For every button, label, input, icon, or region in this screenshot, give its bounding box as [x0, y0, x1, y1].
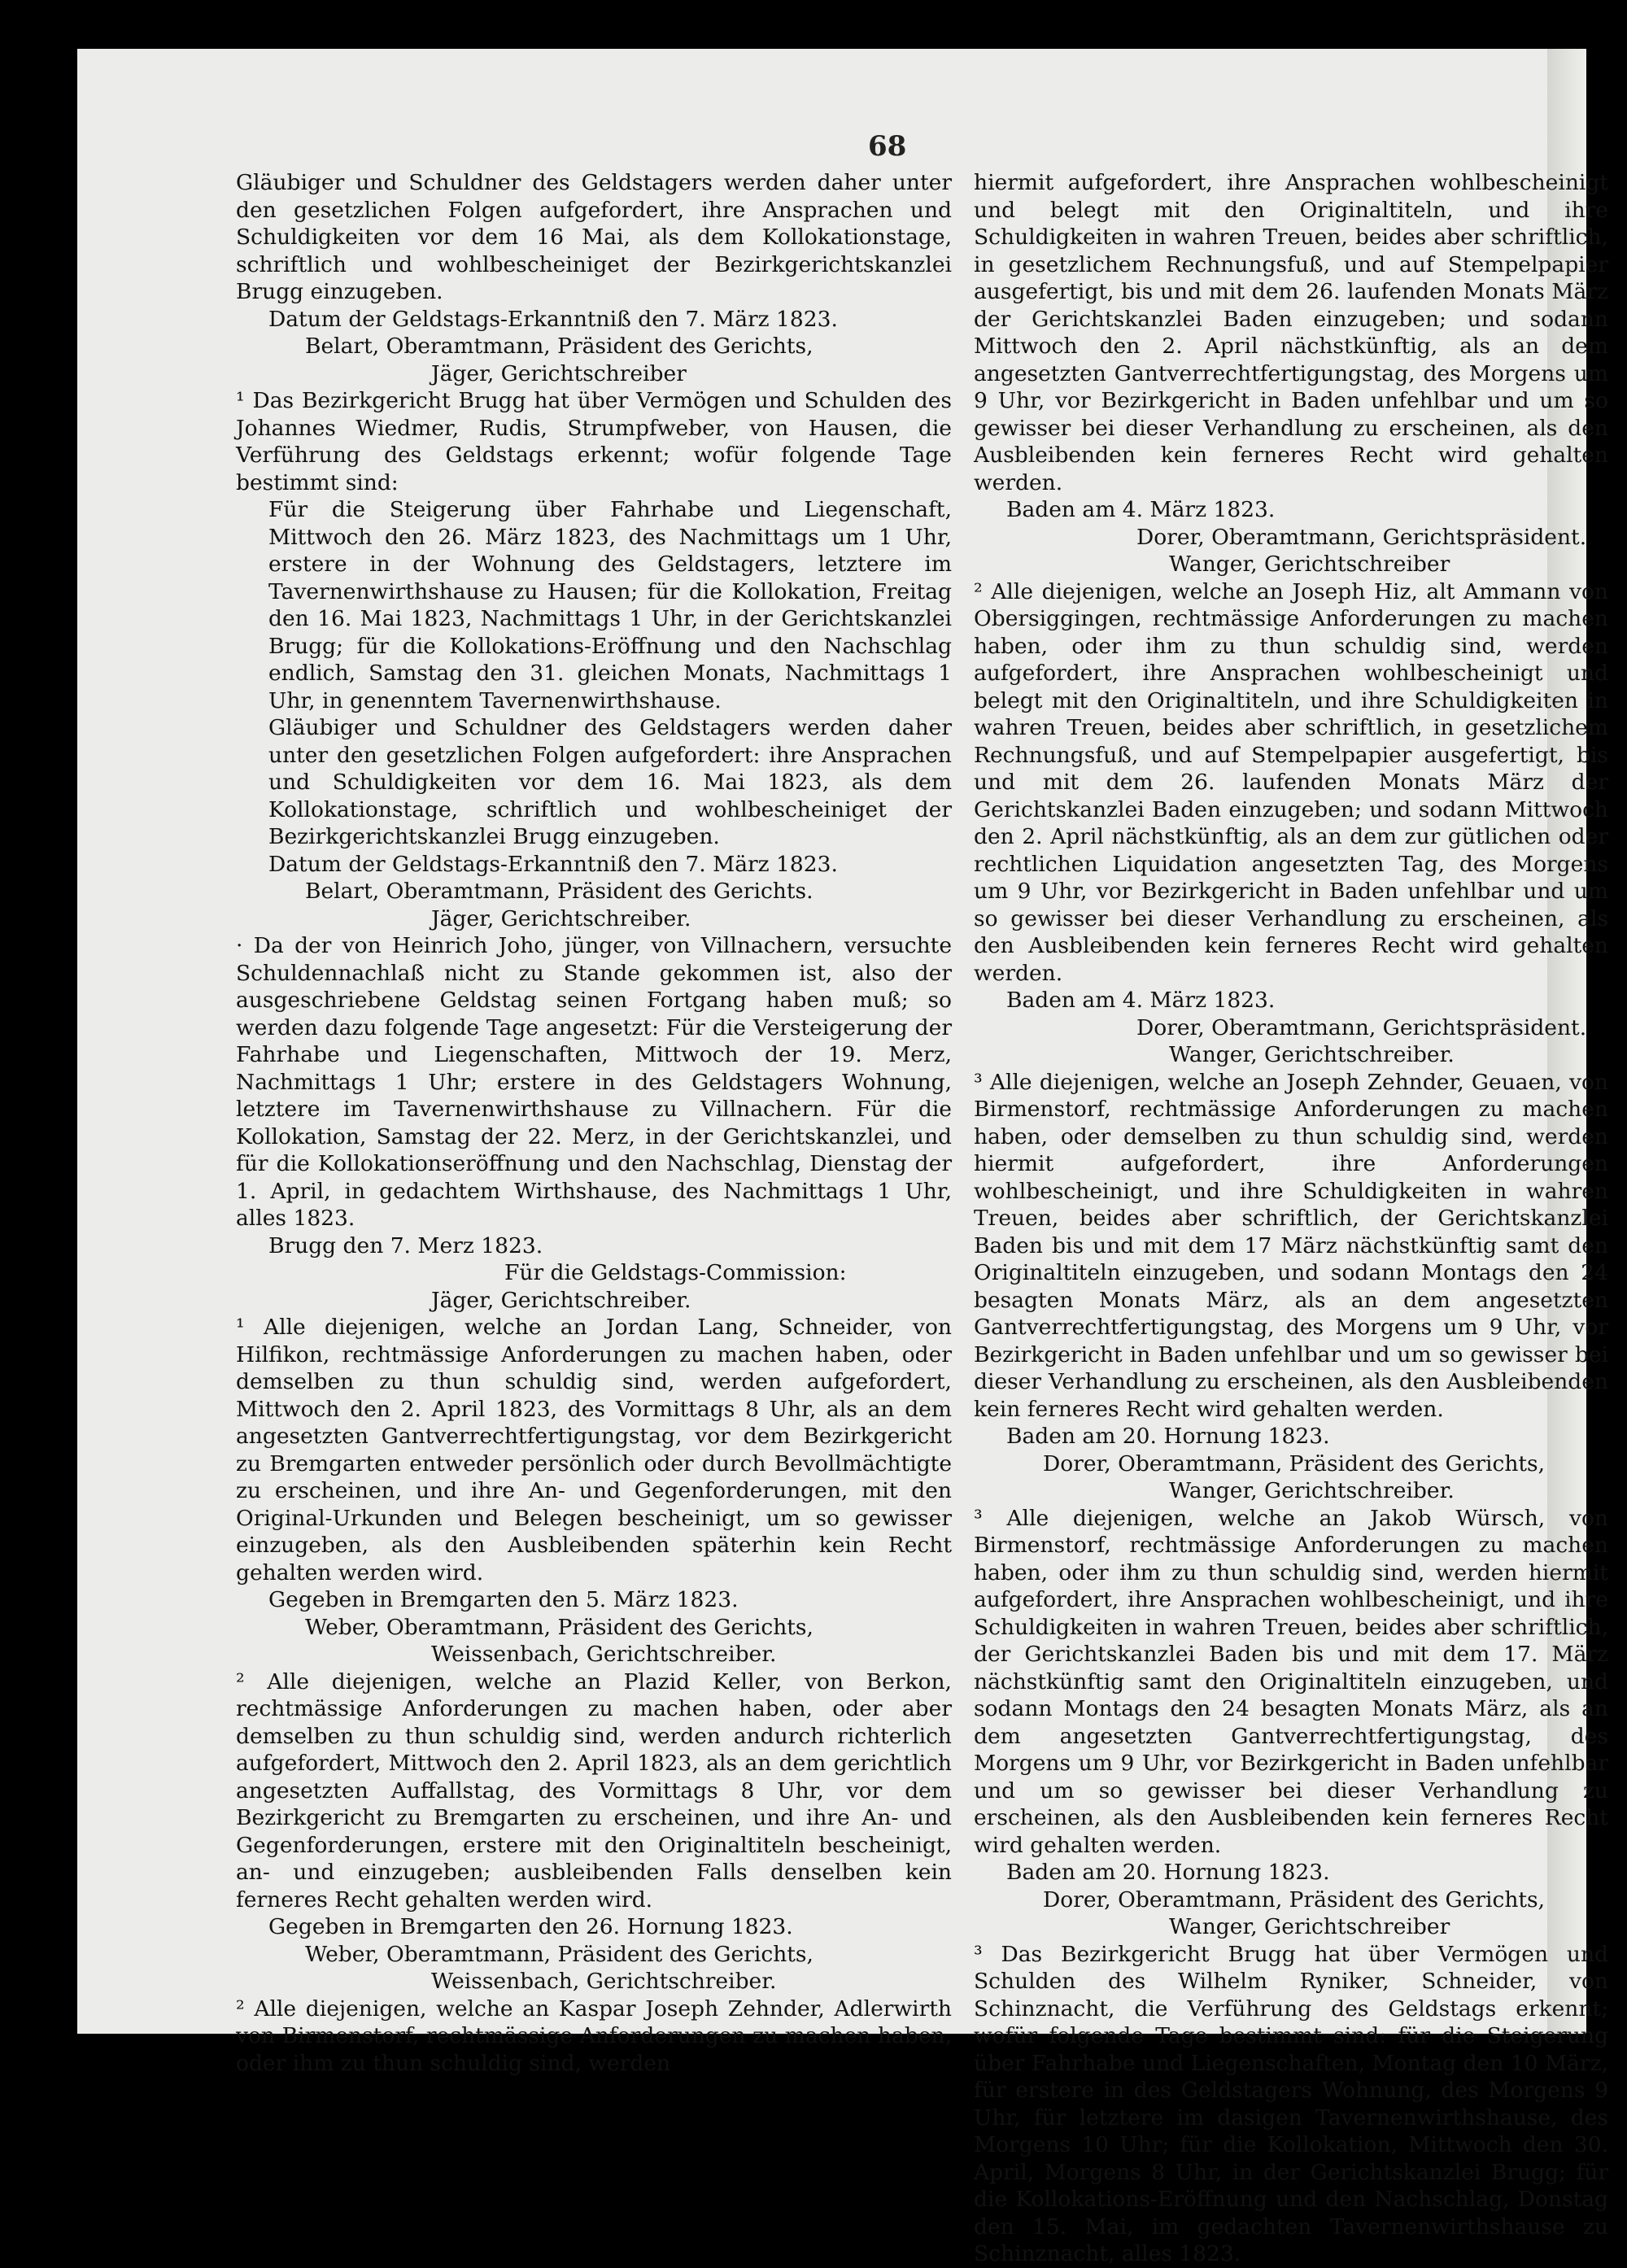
document-page	[77, 49, 1608, 2266]
notice-date: Baden am 4. März 1823.	[1006, 988, 1276, 1013]
left-column	[236, 169, 952, 2077]
clerk-signature: Wanger, Gerichtschreiber.	[1169, 1478, 1455, 1503]
signature-line: Dorer, Oberamtmann, Gerichtspräsident.	[1136, 524, 1587, 550]
notice-paragraph: ³ Alle diejenigen, welche an Jakob Würsch, von Birmenstorf, rechtmässige Anforderungen zu machen haben, oder ihm zu thun schuldig sind, werden hiermit aufgefordert, ihre Ansprachen wohlbescheinigt, und ihre Schuldigkeiten in wahren Treuen, beides aber schriftlich, der Gerichtskanzlei Baden bis und mit dem 17. März nächstkünftig samt den Originaltiteln einzugeben, und sodann Montags den 24 besagten Monats März, als an dem angesetzten Gantverrechtfertigungstag, des Morgens um 9 Uhr, vor Bezirkgericht in Baden unfehlbar und um so gewisser bei dieser Verhandlung zu erscheinen, als den Ausbleibenden kein ferneres Recht wird gehalten werden.	[974, 1505, 1608, 1858]
clerk-signature: Jäger, Gerichtschreiber.	[431, 1287, 691, 1313]
clerk-signature: Wanger, Gerichtschreiber	[1169, 1914, 1450, 1939]
notice-paragraph: ² Alle diejenigen, welche an Kaspar Joseph Zehnder, Adlerwirth von Birmenstorf, rechtmässige Anforderungen zu machen haben, oder ihm zu thun schuldig sind, werden	[236, 1995, 952, 2076]
clerk-signature: Weissenbach, Gerichtschreiber.	[431, 1642, 777, 1667]
notice-paragraph: Für die Steigerung über Fahrhabe und Liegenschaft, Mittwoch den 26. März 1823, des Nachmittags um 1 Uhr, erstere in der Wohnung des Geldstagers, letztere im Tavernenwirthshause zu Hausen; für die Kollokation, Freitag den 16. Mai 1823, Nachmittags 1 Uhr, in der Gerichtskanzlei Brugg; für die Kollokations-Eröffnung und den Nachschlag endlich, Samstag den 31. gleichen Monats, Nachmittags 1 Uhr, in genenntem Tavernenwirthshause.	[268, 497, 952, 713]
notice-date: Baden am 20. Hornung 1823.	[1006, 1424, 1330, 1449]
right-column	[974, 169, 1608, 2268]
signature-line: Weber, Oberamtmann, Präsident des Gerichts,	[305, 1941, 814, 1967]
clerk-signature: Wanger, Gerichtschreiber.	[1169, 1042, 1455, 1067]
notice-paragraph: ¹ Das Bezirkgericht Brugg hat über Vermögen und Schulden des Johannes Wiedmer, Rudis, Strumpfweber, von Hausen, die Verführung des Geldstags erkennt; wofür folgende Tage bestimmt sind:	[236, 388, 952, 495]
notice-date: Gegeben in Bremgarten den 26. Hornung 1823.	[268, 1914, 793, 1939]
notice-paragraph: · Da der von Heinrich Joho, jünger, von Villnachern, versuchte Schuldennachlaß nicht zu Stande gekommen ist, also der ausgeschriebene Geldstag seinen Fortgang haben muß; so werden dazu folgende Tage angesetzt: Für die Versteigerung der Fahrhabe und Liegenschaften, Mittwoch der 19. Merz, Nachmittags 1 Uhr; erstere in des Geldstagers Wohnung, letztere im Tavernenwirthshause zu Villnachern. Für die Kollokation, Samstag der 22. Merz, in der Gerichtskanzlei, und für die Kollokationseröffnung und den Nachschlag, Dienstag der 1. April, in gedachtem Wirthshause, des Nachmittags 1 Uhr, alles 1823.	[236, 933, 952, 1231]
signature-line: Belart, Oberamtmann, Präsident des Gerichts,	[305, 334, 814, 359]
signature-line: Dorer, Oberamtmann, Gerichtspräsident.	[1136, 1014, 1587, 1040]
notice-paragraph: ² Alle diejenigen, welche an Plazid Keller, von Berkon, rechtmässige Anforderungen zu machen haben, oder aber demselben zu thun schuldig sind, werden andurch richterlich aufgefordert, Mittwoch den 2. April 1823, als an dem gerichtlich angesetzten Auffallstag, des Vormittags 8 Uhr, vor dem Bezirkgericht zu Bremgarten zu erscheinen, und ihre An- und Gegenforderungen, erstere mit den Originaltiteln bescheinigt, an- und einzugeben; ausbleibenden Falls denselben kein ferneres Recht gehalten werden wird.	[236, 1668, 952, 1913]
notice-date: Datum der Geldstags-Erkanntniß den 7. März 1823.	[268, 306, 838, 332]
signature-line: Dorer, Oberamtmann, Präsident des Gerichts,	[1043, 1450, 1546, 1476]
notice-paragraph: Gläubiger und Schuldner des Geldstagers werden daher unter den gesetzlichen Folgen aufgefordert: ihre Ansprachen und Schuldigkeiten vor dem 16. Mai 1823, als dem Kollokationstage, schriftlich und wohlbescheiniget der Bezirkgerichtskanzlei Brugg einzugeben.	[268, 715, 952, 849]
notice-date: Gegeben in Bremgarten den 5. März 1823.	[268, 1587, 739, 1612]
signature-line: Dorer, Oberamtmann, Präsident des Gerichts,	[1043, 1886, 1546, 1913]
signature-line: Weber, Oberamtmann, Präsident des Gerichts,	[305, 1614, 814, 1640]
notice-paragraph: ¹ Alle diejenigen, welche an Jordan Lang, Schneider, von Hilfikon, rechtmässige Anforderungen zu machen haben, oder demselben zu thun schuldig sind, werden aufgefordert, Mittwoch den 2. April 1823, des Vormittags 8 Uhr, als an dem angesetzten Gantverrechtfertigungstag, vor dem Bezirkgericht zu Bremgarten entweder persönlich oder durch Bevollmächtigte zu erscheinen, und ihre An- und Gegenforderungen, mit den Original-Urkunden und Belegen bescheinigt, um so gewisser einzugeben, als den Ausbleibenden späterhin kein Recht gehalten werden wird.	[236, 1315, 952, 1585]
continued-paragraph: hiermit aufgefordert, ihre Ansprachen wohlbescheinigt und belegt mit den Originaltiteln, und ihre Schuldigkeiten in wahren Treuen, beides aber schriftlich, in gesetzlichem Rechnungsfuß, und auf Stempelpapier ausgefertigt, bis und mit dem 26. laufenden Monats März der Gerichtskanzlei Baden einzugeben; und sodann Mittwoch den 2. April nächstkünftig, als an dem angesetzten Gantverrechtfertigungstag, des Morgens um 9 Uhr, vor Bezirkgericht in Baden unfehlbar und um so gewisser bei dieser Verhandlung zu erscheinen, als den Ausbleibenden kein ferneres Recht wird gehalten werden.	[974, 170, 1608, 495]
notice-paragraph: ³ Das Bezirkgericht Brugg hat über Vermögen und Schulden des Wilhelm Ryniker, Schneider, von Schinznacht, die Verführung des Geldstags erkennt; wofür folgende Tage bestimmt sind: für die Steigerung über Fahrhabe und Liegenschaften, Montag den 10 März, für erstere in des Geldstagers Wohnung, des Morgens 9 Uhr, für letztere im dasigen Tavernenwirthshause, des Morgens 10 Uhr; für die Kollokation, Mittwoch den 30. April, Morgens 8 Uhr, in der Gerichtskanzlei Brugg; für die Kollokations-Eröffnung und den Nachschlag, Donstag den 15. Mai, im gedachten Tavernenwirthshause zu Schinznacht, alles 1823.	[974, 1941, 1608, 2266]
page-number: 68	[868, 130, 907, 163]
clerk-signature: Wanger, Gerichtschreiber	[1169, 552, 1450, 577]
notice-paragraph: ² Alle diejenigen, welche an Joseph Hiz, alt Ammann von Obersiggingen, rechtmässige Anforderungen zu machen haben, oder ihm zu thun schuldig sind, werden aufgefordert, ihre Ansprachen wohlbescheinigt und belegt mit den Originaltiteln, und ihre Schuldigkeiten in wahren Treuen, beides aber schriftlich, in gesetzlichem Rechnungsfuß, und auf Stempelpapier ausgefertigt, bis und mit dem 26. laufenden Monats März der Gerichtskanzlei Baden einzugeben; und sodann Mittwoch den 2. April nächstkünftig, als an dem zur gütlichen oder rechtlichen Liquidation angesetzten Tag, des Morgens um 9 Uhr, vor Bezirkgericht in Baden unfehlbar und um so gewisser bei dieser Verhandlung zu erscheinen, als den Ausbleibenden kein ferneres Recht wird gehalten werden.	[974, 578, 1608, 986]
notice-date: Brugg den 7. Merz 1823.	[268, 1232, 543, 1258]
signature-line: Belart, Oberamtmann, Präsident des Gerichts.	[305, 879, 814, 904]
notice-date: Baden am 4. März 1823.	[1006, 497, 1276, 522]
clerk-signature: Weissenbach, Gerichtschreiber.	[431, 1969, 777, 1994]
notice-paragraph: ³ Alle diejenigen, welche an Joseph Zehnder, Geuaen, von Birmenstorf, rechtmässige Anforderungen zu machen haben, oder demselben zu thun schuldig sind, werden hiermit aufgefordert, ihre Anforderungen wohlbescheinigt, und ihre Schuldigkeiten in wahren Treuen, beides aber schriftlich, der Gerichtskanzlei Baden bis und mit dem 17 März nächstkünftig samt den Originaltiteln einzugeben, und sodann Montags den 24 besagten Monats März, als an dem angesetzten Gantverrechtfertigungstag, des Morgens um 9 Uhr, vor Bezirkgericht in Baden unfehlbar und um so gewisser bei dieser Verhandlung zu erscheinen, als den Ausbleibenden kein ferneres Recht wird gehalten werden.	[974, 1069, 1608, 1422]
clerk-signature: Jäger, Gerichtschreiber.	[431, 905, 691, 931]
notice-date: Datum der Geldstags-Erkanntniß den 7. März 1823.	[268, 851, 838, 877]
notice-date: Baden am 20. Hornung 1823.	[1006, 1860, 1330, 1885]
commission-line: Für die Geldstags-Commission:	[504, 1260, 847, 1285]
clerk-signature: Jäger, Gerichtschreiber	[431, 360, 687, 386]
continued-paragraph: Gläubiger und Schuldner des Geldstagers werden daher unter den gesetzlichen Folgen aufgefordert, ihre Ansprachen und Schuldigkeiten vor dem 16 Mai, als dem Kollokationstage, schriftlich und wohlbescheiniget der Bezirkgerichtskanzlei Brugg einzugeben.	[236, 170, 952, 304]
